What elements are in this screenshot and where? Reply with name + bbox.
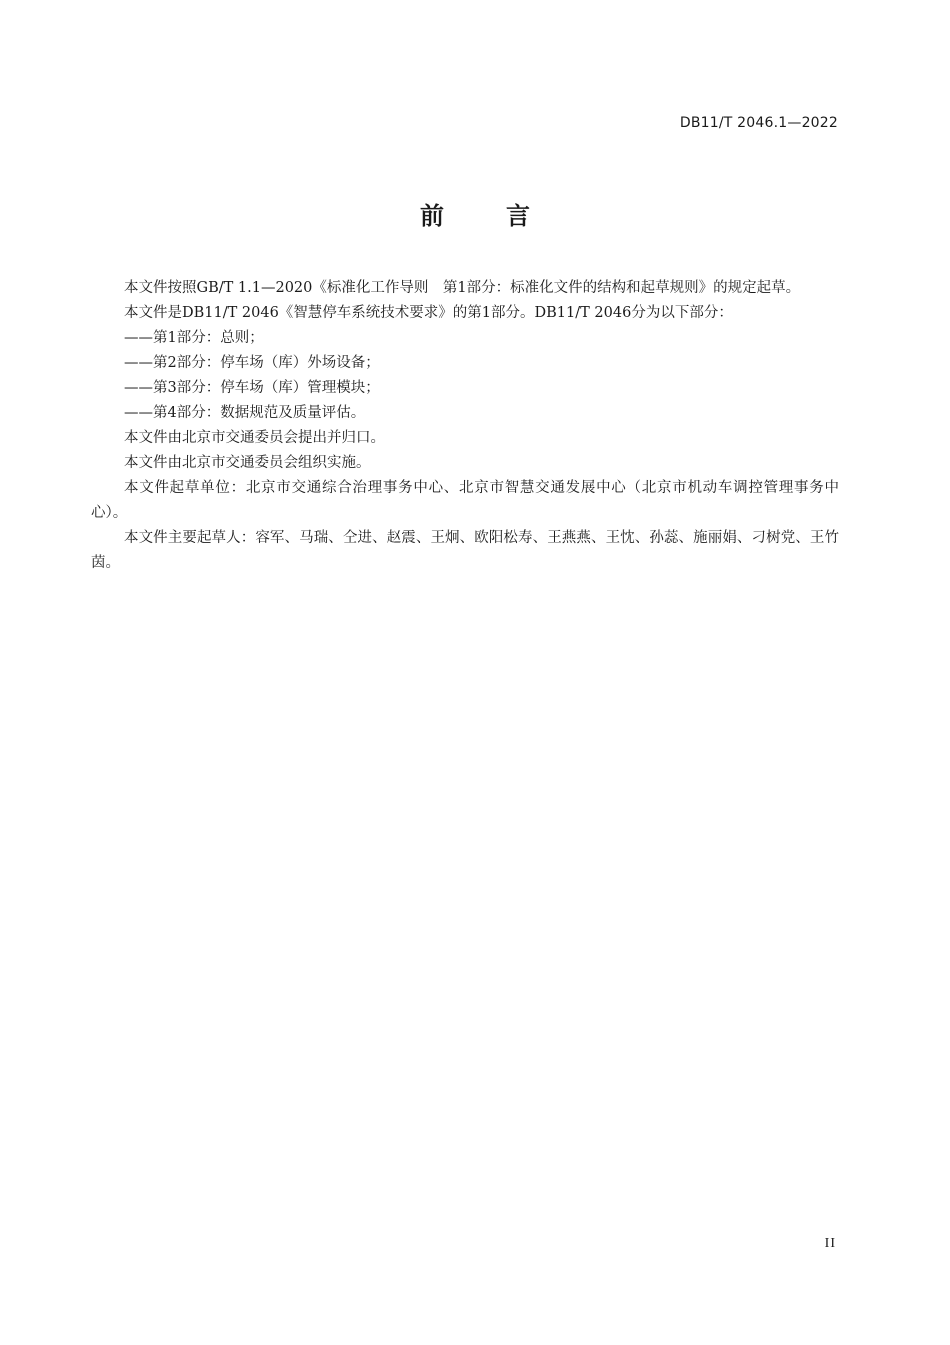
paragraph-drafting-units: 本文件起草单位：北京市交通综合治理事务中心、北京市智慧交通发展中心（北京市机动车调控管理事务中心）。	[91, 480, 839, 521]
page-number: II	[824, 1236, 836, 1251]
paragraph-drafters: 本文件主要起草人：容军、马瑞、仝进、赵震、王炯、欧阳松寿、王燕燕、王忱、孙蕊、施丽娟、刁树党、王竹茵。	[91, 530, 839, 571]
paragraph-implementer: 本文件由北京市交通委员会组织实施。	[124, 455, 371, 471]
list-item-part-1: ——第1部分：总则；	[124, 330, 264, 346]
list-item-part-3: ——第3部分：停车场（库）管理模块；	[124, 380, 380, 396]
paragraph-drafting-basis: 本文件按照GB/T 1.1—2020《标准化工作导则 第1部分：标准化文件的结构和起草规则》的规定起草。	[124, 280, 801, 296]
list-item-part-4: ——第4部分：数据规范及质量评估。	[124, 405, 366, 421]
document-number: DB11/T 2046.1—2022	[679, 115, 838, 131]
page-title: 前言	[420, 202, 592, 230]
paragraph-series-intro: 本文件是DB11/T 2046《智慧停车系统技术要求》的第1部分。DB11/T 2046分为以下部分：	[124, 305, 733, 321]
paragraph-proposer: 本文件由北京市交通委员会提出并归口。	[124, 430, 385, 446]
foreword-body	[91, 276, 839, 576]
list-item-part-2: ——第2部分：停车场（库）外场设备；	[124, 355, 380, 371]
